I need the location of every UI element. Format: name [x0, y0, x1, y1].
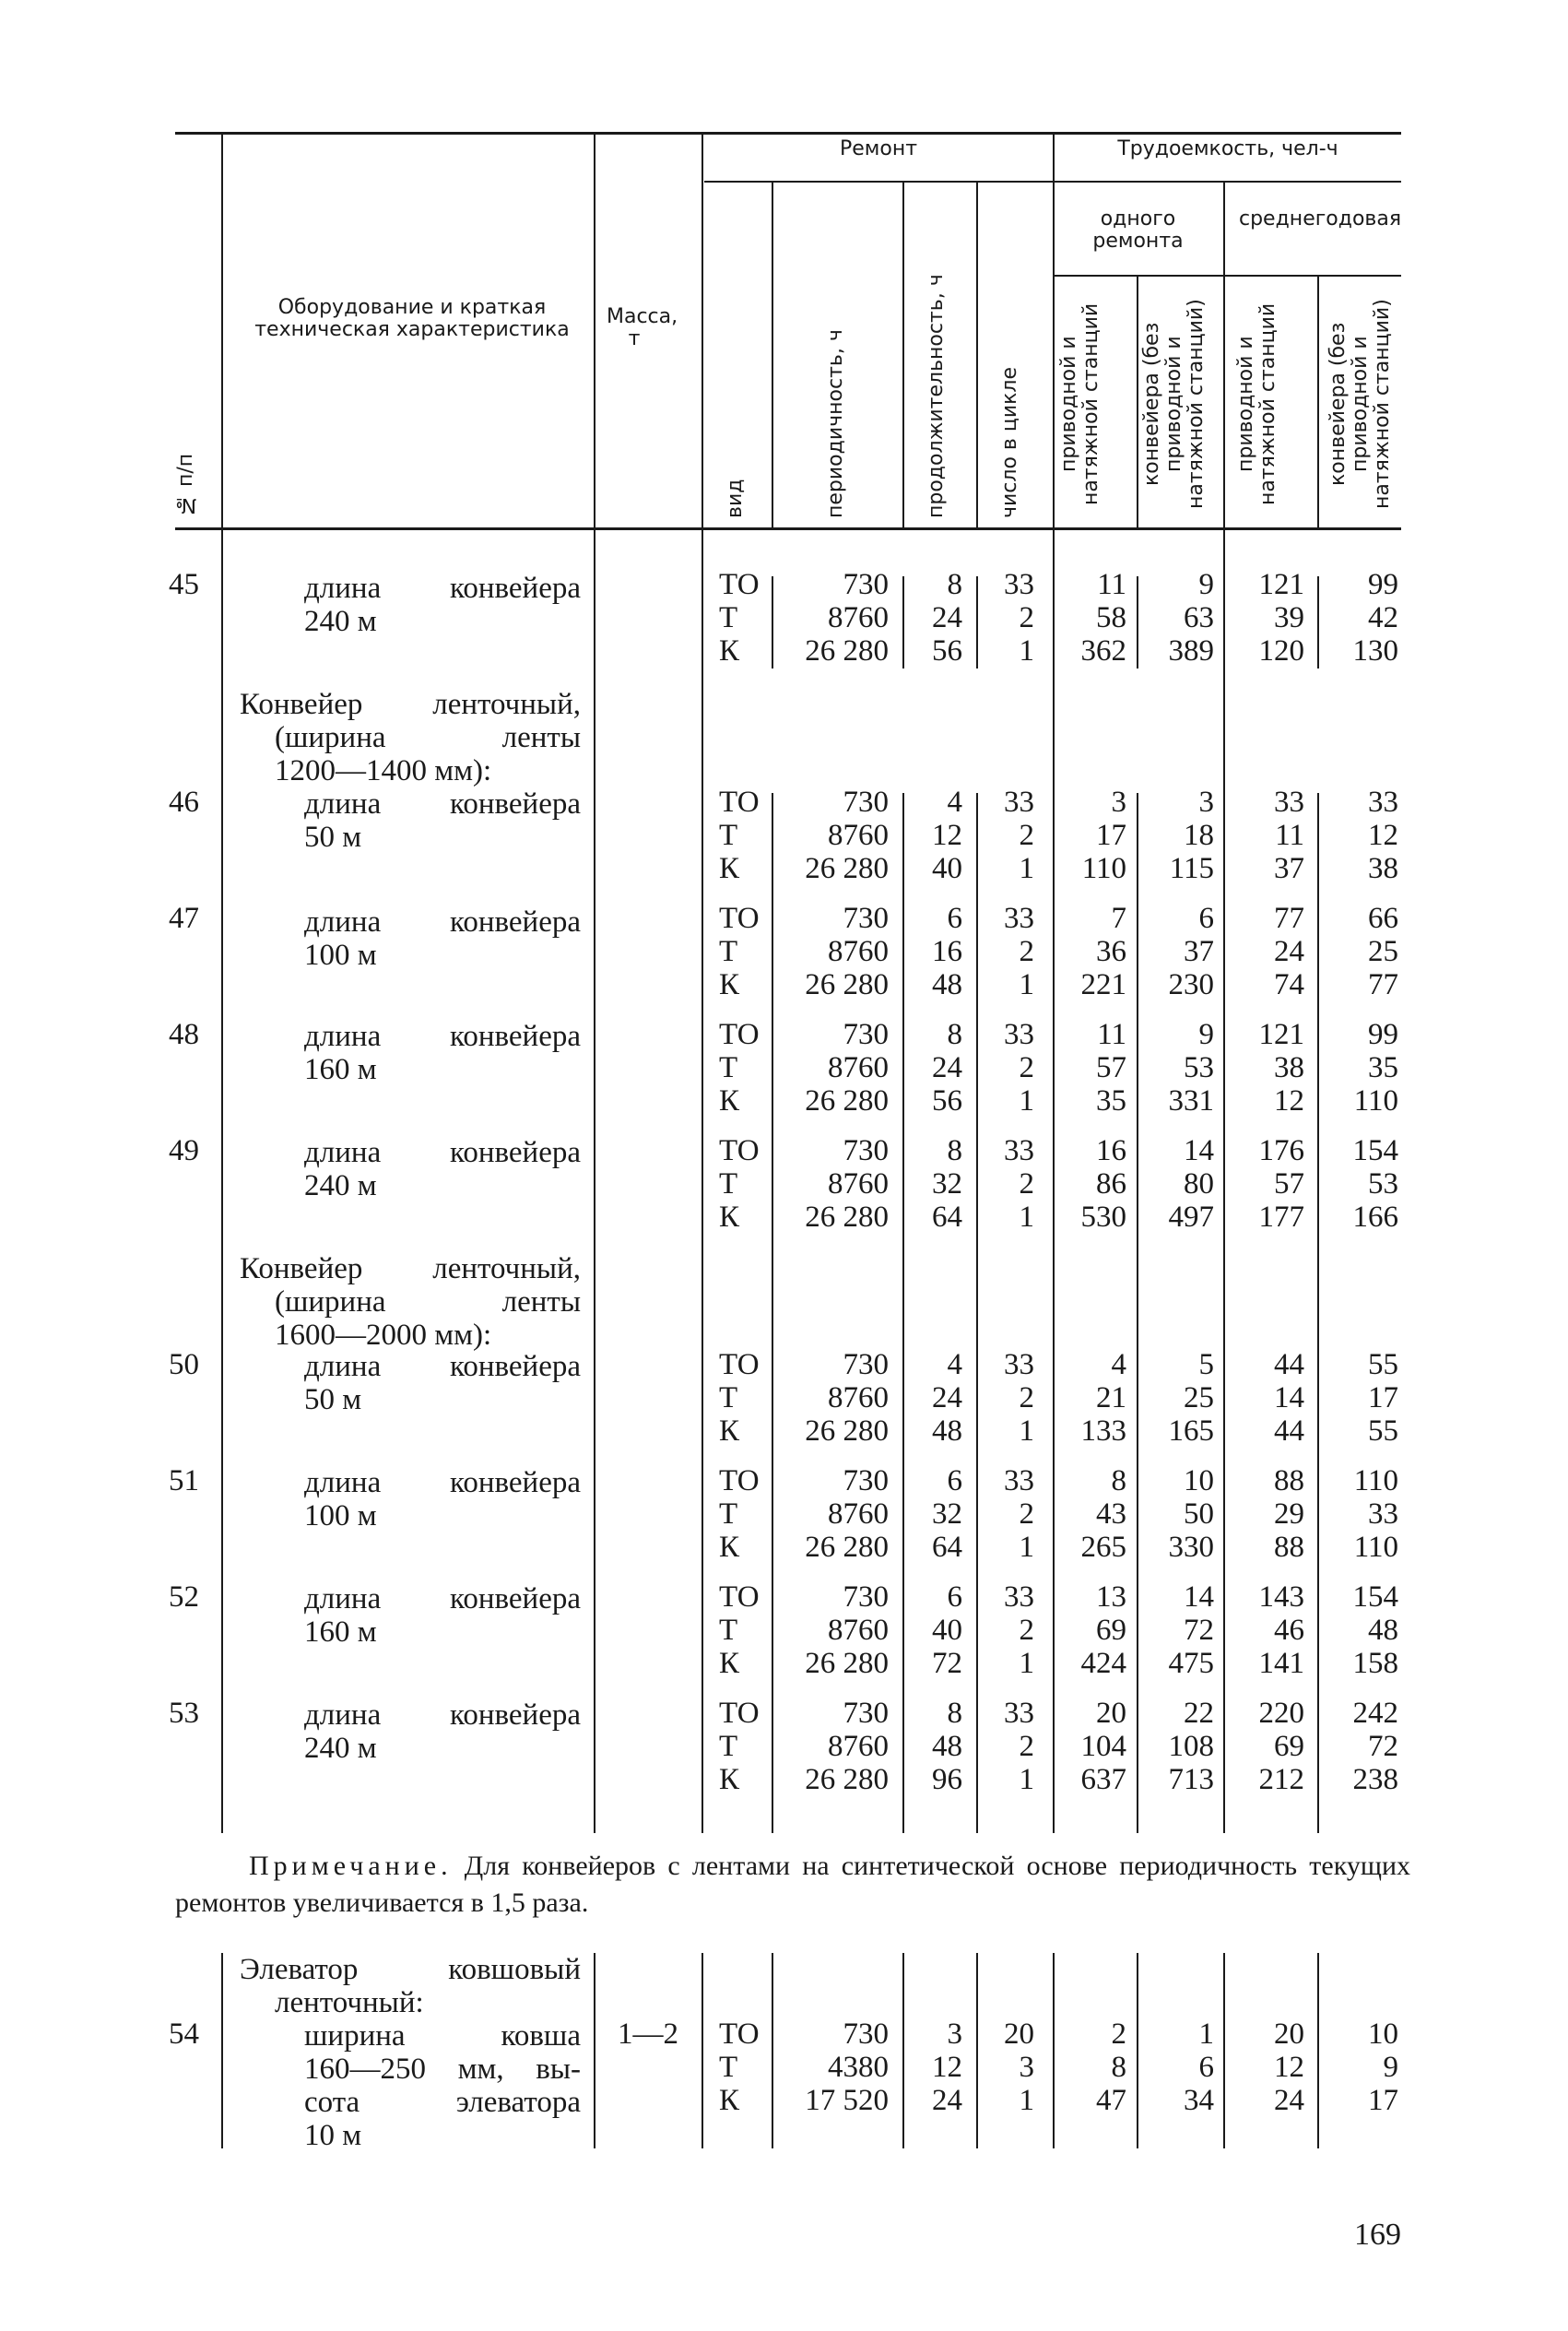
- header-conv-year: конвейера (без приводной и натяжной станций): [1326, 299, 1394, 509]
- row-num: 49: [169, 1134, 199, 1167]
- row-mass: 1—2: [618, 2017, 678, 2051]
- row-drive-year: 143 46 141: [1258, 1580, 1304, 1680]
- r54-v10: [1317, 1953, 1319, 2148]
- row-desc-line: 240 м: [304, 1169, 377, 1202]
- row-drive-one: 13 69 424: [1080, 1580, 1126, 1680]
- row-num: 47: [169, 902, 199, 935]
- row-duration: 4 12 40: [932, 786, 962, 885]
- r54-v2: [594, 1953, 595, 2148]
- row-kind: ТО Т К: [719, 1348, 760, 1448]
- row-kind: ТО Т К: [719, 1018, 760, 1118]
- row-desc-line: длина конвейера: [304, 572, 581, 605]
- row-desc-line: длина конвейера: [304, 1136, 581, 1169]
- row-drive-year: 121 39 120: [1258, 568, 1304, 668]
- row-kind: ТО Т К: [719, 1464, 760, 1564]
- annual-rule: [1224, 275, 1401, 277]
- header-duration: продолжительность, ч: [925, 274, 948, 518]
- bv-6b: [976, 793, 978, 1833]
- row-desc-line: 160—250 мм, вы-: [304, 2053, 581, 2086]
- header-period: периодичность, ч: [824, 329, 847, 518]
- bv-4: [772, 576, 773, 669]
- row-duration: 6 32 64: [932, 1464, 962, 1564]
- row-count: 33 2 1: [1004, 1580, 1034, 1680]
- row-count: 33 2 1: [1004, 1134, 1034, 1234]
- row-kind: ТО Т К: [719, 902, 760, 1001]
- row-drive-one: 11 57 35: [1096, 1018, 1126, 1118]
- row-conv-one: 10 50 330: [1168, 1464, 1214, 1564]
- bv-5: [902, 576, 904, 669]
- row-num: 50: [169, 1348, 199, 1381]
- header-drive-one: приводной и натяжной станций: [1057, 302, 1102, 505]
- r54-v4: [772, 1953, 773, 2148]
- group-desc-line: (ширина ленты: [275, 721, 581, 754]
- row-desc-line: 10 м: [304, 2119, 362, 2152]
- row-desc-line: 100 м: [304, 1499, 377, 1532]
- r54-v6: [976, 1953, 978, 2148]
- hv-5: [902, 181, 904, 529]
- group-desc-line: ленточный:: [275, 1986, 424, 2019]
- row-desc-line: 50 м: [304, 821, 362, 854]
- row-conv-year: 10 9 17: [1368, 2017, 1398, 2117]
- row-desc-line: сота элеватора: [304, 2086, 581, 2119]
- row-count: 20 3 1: [1004, 2017, 1034, 2117]
- row-drive-one: 2 8 47: [1096, 2017, 1126, 2117]
- footnote-text: Для конвейеров с лентами на синтетической основе периодичность текущих ремонтов увеличивается в 1,5 раза.: [175, 1851, 1410, 1918]
- header-mass: Масса, т: [607, 305, 678, 350]
- row-desc-line: длина конвейера: [304, 1350, 581, 1383]
- row-period: 730 8760 26 280: [805, 1134, 889, 1234]
- row-conv-year: 110 33 110: [1353, 1464, 1398, 1564]
- row-drive-one: 3 17 110: [1081, 786, 1126, 885]
- row-period: 730 8760 26 280: [805, 1580, 889, 1680]
- bv-2: [594, 530, 595, 1833]
- bv-5b: [902, 793, 904, 1833]
- row-drive-year: 121 38 12: [1258, 1018, 1304, 1118]
- hv-10: [1317, 275, 1319, 529]
- row-desc-line: длина конвейера: [304, 1466, 581, 1499]
- footnote: [175, 1848, 1410, 1922]
- row-duration: 3 12 24: [932, 2017, 962, 2117]
- row-drive-year: 220 69 212: [1258, 1697, 1304, 1796]
- bv-10: [1317, 576, 1319, 669]
- row-drive-one: 8 43 265: [1080, 1464, 1126, 1564]
- row-count: 33 2 1: [1004, 786, 1034, 885]
- row-kind: ТО Т К: [719, 1697, 760, 1796]
- group-desc-line: Конвейер ленточный,: [240, 1252, 581, 1285]
- hv-2: [594, 132, 595, 529]
- row-conv-one: 5 25 165: [1168, 1348, 1214, 1448]
- row-conv-year: 33 12 38: [1368, 786, 1398, 885]
- bv-9: [1223, 530, 1225, 1833]
- row-conv-year: 154 48 158: [1352, 1580, 1398, 1680]
- group-desc-line: 1600—2000 мм):: [275, 1319, 492, 1352]
- row-drive-one: 7 36 221: [1080, 902, 1126, 1001]
- row-count: 33 2 1: [1004, 1464, 1034, 1564]
- row-drive-year: 88 29 88: [1274, 1464, 1304, 1564]
- row-kind: ТО Т К: [719, 2017, 760, 2117]
- page-number: 169: [1354, 2218, 1401, 2252]
- row-desc-line: 50 м: [304, 1383, 362, 1416]
- bv-7: [1053, 530, 1055, 1833]
- row-num: 51: [169, 1464, 199, 1497]
- group-desc-line: Конвейер ленточный,: [240, 688, 581, 721]
- row-desc-line: ширина ковша: [304, 2019, 581, 2053]
- row-desc-line: 240 м: [304, 1732, 377, 1765]
- row-num: 53: [169, 1697, 199, 1730]
- row-period: 730 4380 17 520: [805, 2017, 889, 2117]
- row-duration: 8 48 96: [932, 1697, 962, 1796]
- row-conv-year: 66 25 77: [1368, 902, 1398, 1001]
- row-conv-one: 22 108 713: [1168, 1697, 1214, 1796]
- row-num: 45: [169, 568, 199, 601]
- row-desc-line: 100 м: [304, 939, 377, 972]
- row-conv-one: 9 63 389: [1168, 568, 1214, 668]
- hv-3: [701, 132, 703, 529]
- header-one-repair: одного ремонта: [1092, 207, 1184, 253]
- hv-6: [976, 181, 978, 529]
- row-count: 33 2 1: [1004, 902, 1034, 1001]
- row-count: 33 2 1: [1004, 568, 1034, 668]
- row-conv-one: 14 72 475: [1168, 1580, 1214, 1680]
- row-period: 730 8760 26 280: [805, 1464, 889, 1564]
- row-period: 730 8760 26 280: [805, 568, 889, 668]
- row-desc-line: длина конвейера: [304, 1698, 581, 1732]
- header-top-rule: [175, 132, 1401, 135]
- bv-3: [701, 530, 703, 1833]
- row-desc-line: длина конвейера: [304, 1020, 581, 1053]
- row-desc-line: 160 м: [304, 1615, 377, 1649]
- bv-8: [1137, 576, 1138, 669]
- header-count: число в цикле: [998, 366, 1021, 518]
- header-kind: вид: [724, 479, 747, 518]
- row-duration: 8 24 56: [932, 568, 962, 668]
- row-drive-year: 77 24 74: [1274, 902, 1304, 1001]
- row-count: 33 2 1: [1004, 1697, 1034, 1796]
- row-period: 730 8760 26 280: [805, 786, 889, 885]
- footnote-label: Примечание.: [249, 1851, 453, 1881]
- row-num: 46: [169, 786, 199, 819]
- row-duration: 6 40 72: [932, 1580, 962, 1680]
- row-conv-year: 55 17 55: [1368, 1348, 1398, 1448]
- r54-v9: [1223, 1953, 1225, 2148]
- hv-7: [1053, 132, 1055, 529]
- bv-10b: [1317, 793, 1319, 1833]
- header-bottom-rule: [175, 527, 1401, 530]
- bv-4b: [772, 793, 773, 1833]
- row-conv-one: 3 18 115: [1169, 786, 1214, 885]
- row-drive-year: 20 12 24: [1274, 2017, 1304, 2117]
- hv-9: [1223, 181, 1225, 529]
- row-num: 52: [169, 1580, 199, 1614]
- row-conv-one: 14 80 497: [1168, 1134, 1214, 1234]
- header-equipment: Оборудование и краткая техническая характеристика: [254, 296, 570, 341]
- hv-4: [772, 181, 773, 529]
- row-drive-year: 33 11 37: [1274, 786, 1304, 885]
- row-drive-year: 176 57 177: [1258, 1134, 1304, 1234]
- row-period: 730 8760 26 280: [805, 1018, 889, 1118]
- group-desc-line: Элеватор ковшовый: [240, 1953, 581, 1986]
- row-count: 33 2 1: [1004, 1018, 1034, 1118]
- header-labor: Трудоемкость, чел-ч: [1117, 137, 1338, 160]
- r54-v3: [701, 1953, 703, 2148]
- r54-v8: [1137, 1953, 1138, 2148]
- header-num: № п/п: [174, 453, 197, 516]
- r54-v7: [1053, 1953, 1055, 2148]
- row-drive-one: 20 104 637: [1080, 1697, 1126, 1796]
- row-kind: ТО Т К: [719, 1580, 760, 1680]
- row-drive-year: 44 14 44: [1274, 1348, 1304, 1448]
- header-annual: среднегодовая: [1239, 207, 1402, 231]
- row-drive-one: 4 21 133: [1080, 1348, 1126, 1448]
- header-repair: Ремонт: [839, 137, 918, 160]
- bv-6: [976, 576, 978, 669]
- row-num: 48: [169, 1018, 199, 1051]
- row-drive-one: 11 58 362: [1080, 568, 1126, 668]
- row-desc-line: длина конвейера: [304, 787, 581, 821]
- row-desc-line: 160 м: [304, 1053, 377, 1086]
- row-conv-year: 242 72 238: [1352, 1697, 1398, 1796]
- row-desc-line: длина конвейера: [304, 905, 581, 939]
- row-conv-year: 154 53 166: [1352, 1134, 1398, 1234]
- repair-group-rule: [704, 181, 1053, 183]
- row-num: 54: [169, 2017, 199, 2051]
- row-period: 730 8760 26 280: [805, 1348, 889, 1448]
- hv-8: [1137, 275, 1138, 529]
- row-desc-line: 240 м: [304, 605, 377, 638]
- row-period: 730 8760 26 280: [805, 902, 889, 1001]
- row-conv-one: 9 53 331: [1168, 1018, 1214, 1118]
- row-kind: ТО Т К: [719, 1134, 760, 1234]
- row-drive-one: 16 86 530: [1080, 1134, 1126, 1234]
- labor-group-rule: [1053, 181, 1401, 183]
- hv-1: [221, 132, 223, 529]
- bv-8b: [1137, 793, 1138, 1833]
- group-desc-line: 1200—1400 мм):: [275, 754, 492, 787]
- group-desc-line: (ширина ленты: [275, 1285, 581, 1319]
- header-conv-one: конвейера (без приводной и натяжной станций): [1140, 299, 1208, 509]
- row-duration: 6 16 48: [932, 902, 962, 1001]
- row-count: 33 2 1: [1004, 1348, 1034, 1448]
- r54-v5: [902, 1953, 904, 2148]
- row-desc-line: длина конвейера: [304, 1582, 581, 1615]
- row-conv-one: 1 6 34: [1184, 2017, 1214, 2117]
- bv-1: [221, 530, 223, 1833]
- row-period: 730 8760 26 280: [805, 1697, 889, 1796]
- row-conv-year: 99 42 130: [1352, 568, 1398, 668]
- row-kind: ТО Т К: [719, 568, 760, 668]
- row-conv-one: 6 37 230: [1168, 902, 1214, 1001]
- header-drive-year: приводной и натяжной станций: [1234, 302, 1279, 505]
- row-duration: 8 24 56: [932, 1018, 962, 1118]
- row-duration: 4 24 48: [932, 1348, 962, 1448]
- row-kind: ТО Т К: [719, 786, 760, 885]
- row-duration: 8 32 64: [932, 1134, 962, 1234]
- r54-v1: [221, 1953, 223, 2148]
- row-conv-year: 99 35 110: [1353, 1018, 1398, 1118]
